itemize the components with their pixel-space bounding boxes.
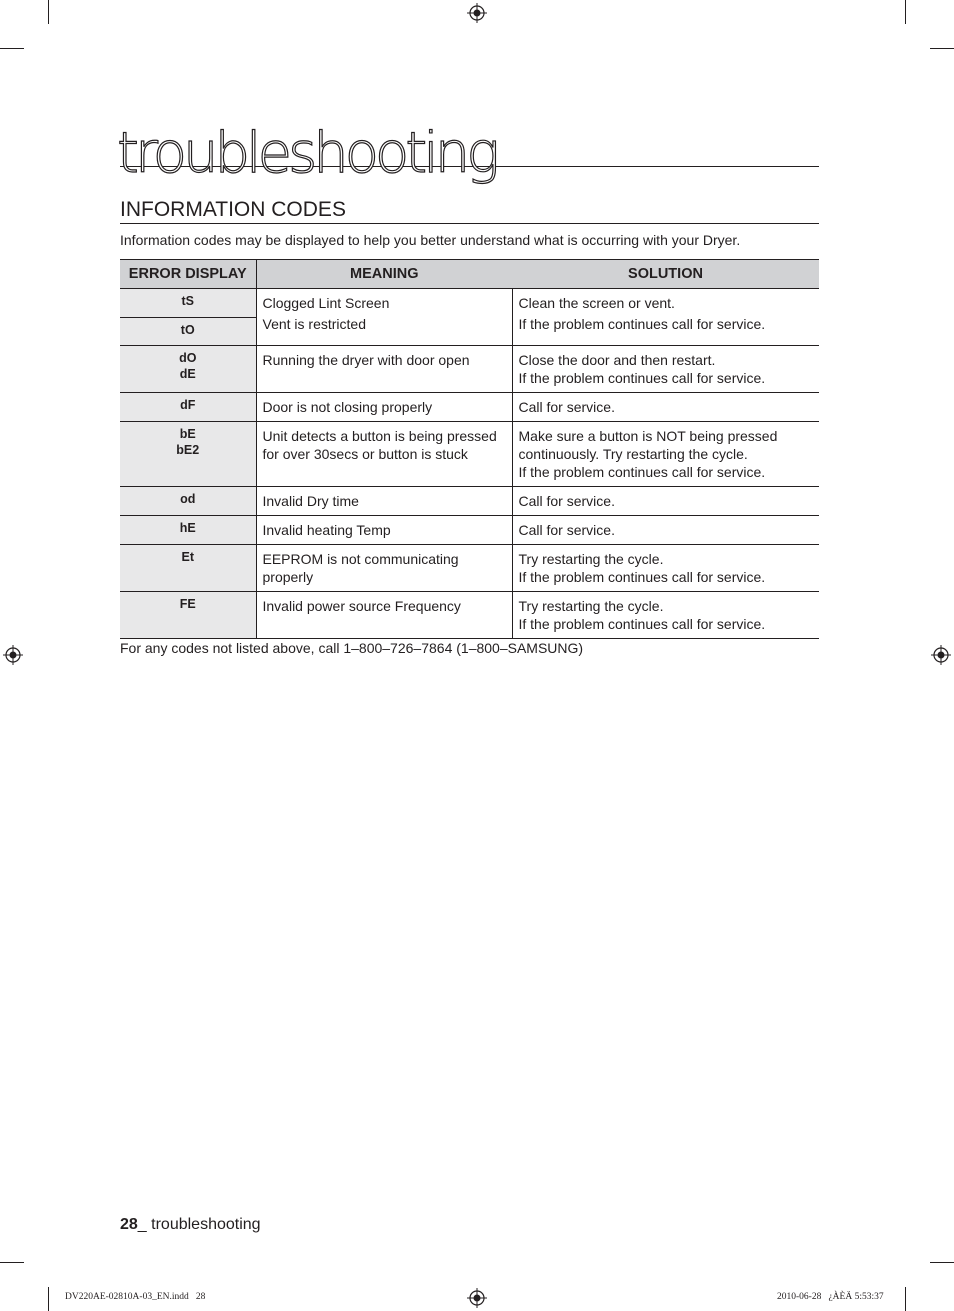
solution-cell [512, 289, 819, 346]
chapter-header [117, 112, 819, 186]
error-code: hE [179, 521, 196, 535]
error-code: Et [181, 550, 194, 564]
solution-line: Try restarting the cycle. [518, 598, 664, 614]
error-code: bE2 [176, 443, 200, 457]
crop-mark [905, 1287, 906, 1311]
table-row [120, 545, 819, 592]
error-code-cell [120, 393, 256, 422]
section-title: INFORMATION CODES [120, 198, 819, 224]
meaning-cell [256, 592, 512, 639]
solution-cell [512, 346, 819, 393]
error-code: FE [179, 597, 196, 611]
crop-mark [930, 48, 954, 49]
section-intro: Information codes may be displayed to help you better understand what is occurring with your Dryer. [120, 232, 741, 248]
slug-timestamp: 2010-06-28 ¿ÀÈÄ 5:53:37 [777, 1292, 884, 1302]
solution-line: Call for service. [518, 522, 615, 538]
meaning-cell [256, 346, 512, 393]
error-code-cell [120, 422, 256, 487]
solution-cell [512, 422, 819, 487]
registration-mark-icon [467, 3, 487, 23]
meaning-cell [256, 422, 512, 487]
solution-line: If the problem continues call for service. [518, 616, 766, 632]
meaning-line: Invalid power source Frequency [262, 598, 461, 614]
meaning-cell [256, 487, 512, 516]
information-codes-table [120, 259, 819, 639]
crop-mark [48, 0, 49, 24]
table-row [120, 592, 819, 639]
solution-cell [512, 592, 819, 639]
error-code: tO [180, 323, 195, 337]
error-code: bE [179, 427, 196, 441]
error-code-cell [120, 346, 256, 393]
meaning-line: Running the dryer with door open [262, 352, 470, 368]
registration-mark-icon [3, 645, 23, 665]
meaning-cell [256, 289, 512, 346]
page-footer [120, 1216, 261, 1234]
error-code: tS [181, 294, 194, 308]
meaning-line: Door is not closing properly [262, 399, 433, 415]
page-label: _ troubleshooting [137, 1216, 261, 1233]
meaning-cell [256, 393, 512, 422]
solution-line: Make sure a button is NOT being pressed continuously. Try restarting the cycle. [518, 428, 778, 462]
table-row [120, 346, 819, 393]
solution-line: If the problem continues call for service. [518, 370, 766, 386]
table-header-row [120, 260, 819, 289]
crop-mark [0, 1262, 24, 1263]
meaning-line: EEPROM is not communicating properly [262, 551, 459, 585]
registration-mark-icon [467, 1288, 487, 1308]
solution-line: Clean the screen or vent. [518, 295, 675, 311]
header-error-display: ERROR DISPLAY [120, 260, 256, 289]
solution-line: If the problem continues call for service. [518, 316, 766, 332]
error-code-cell [120, 545, 256, 592]
solution-line: Call for service. [518, 493, 615, 509]
footnote: For any codes not listed above, call 1–800–726–7864 (1–800–SAMSUNG) [120, 640, 584, 656]
meaning-line: Invalid heating Temp [262, 522, 391, 538]
registration-mark-icon [931, 645, 951, 665]
solution-line: Close the door and then restart. [518, 352, 716, 368]
solution-cell [512, 545, 819, 592]
solution-line: If the problem continues call for service. [518, 464, 766, 480]
crop-mark [48, 1287, 49, 1311]
meaning-cell [256, 516, 512, 545]
solution-cell [512, 393, 819, 422]
crop-mark [905, 0, 906, 24]
solution-line: Call for service. [518, 399, 615, 415]
table-row [120, 422, 819, 487]
page-number: 28 [120, 1216, 138, 1233]
crop-mark [930, 1262, 954, 1263]
header-meaning: MEANING [256, 260, 512, 289]
error-code: dE [179, 367, 196, 381]
table-row [120, 289, 819, 318]
meaning-line: Invalid Dry time [262, 493, 359, 509]
slug-filename: DV220AE-02810A-03_EN.indd 28 [65, 1292, 206, 1302]
chapter-title: troubleshooting [117, 121, 496, 186]
solution-cell [512, 487, 819, 516]
meaning-line: Unit detects a button is being pressed for over 30secs or button is stuck [262, 428, 497, 462]
solution-line: If the problem continues call for service. [518, 569, 766, 585]
error-code-cell [120, 289, 256, 318]
meaning-line: Vent is restricted [262, 316, 366, 332]
header-solution: SOLUTION [512, 260, 819, 289]
error-code-cell [120, 592, 256, 639]
meaning-cell [256, 545, 512, 592]
error-code: od [180, 492, 196, 506]
error-code-cell [120, 487, 256, 516]
error-code-cell [120, 318, 256, 346]
solution-line: Try restarting the cycle. [518, 551, 664, 567]
error-code: dO [179, 351, 197, 365]
crop-mark [0, 48, 24, 49]
meaning-line: Clogged Lint Screen [262, 295, 390, 311]
table-row [120, 393, 819, 422]
error-code: dF [180, 398, 196, 412]
error-code-cell [120, 516, 256, 545]
table-row [120, 516, 819, 545]
table-row [120, 487, 819, 516]
solution-cell [512, 516, 819, 545]
